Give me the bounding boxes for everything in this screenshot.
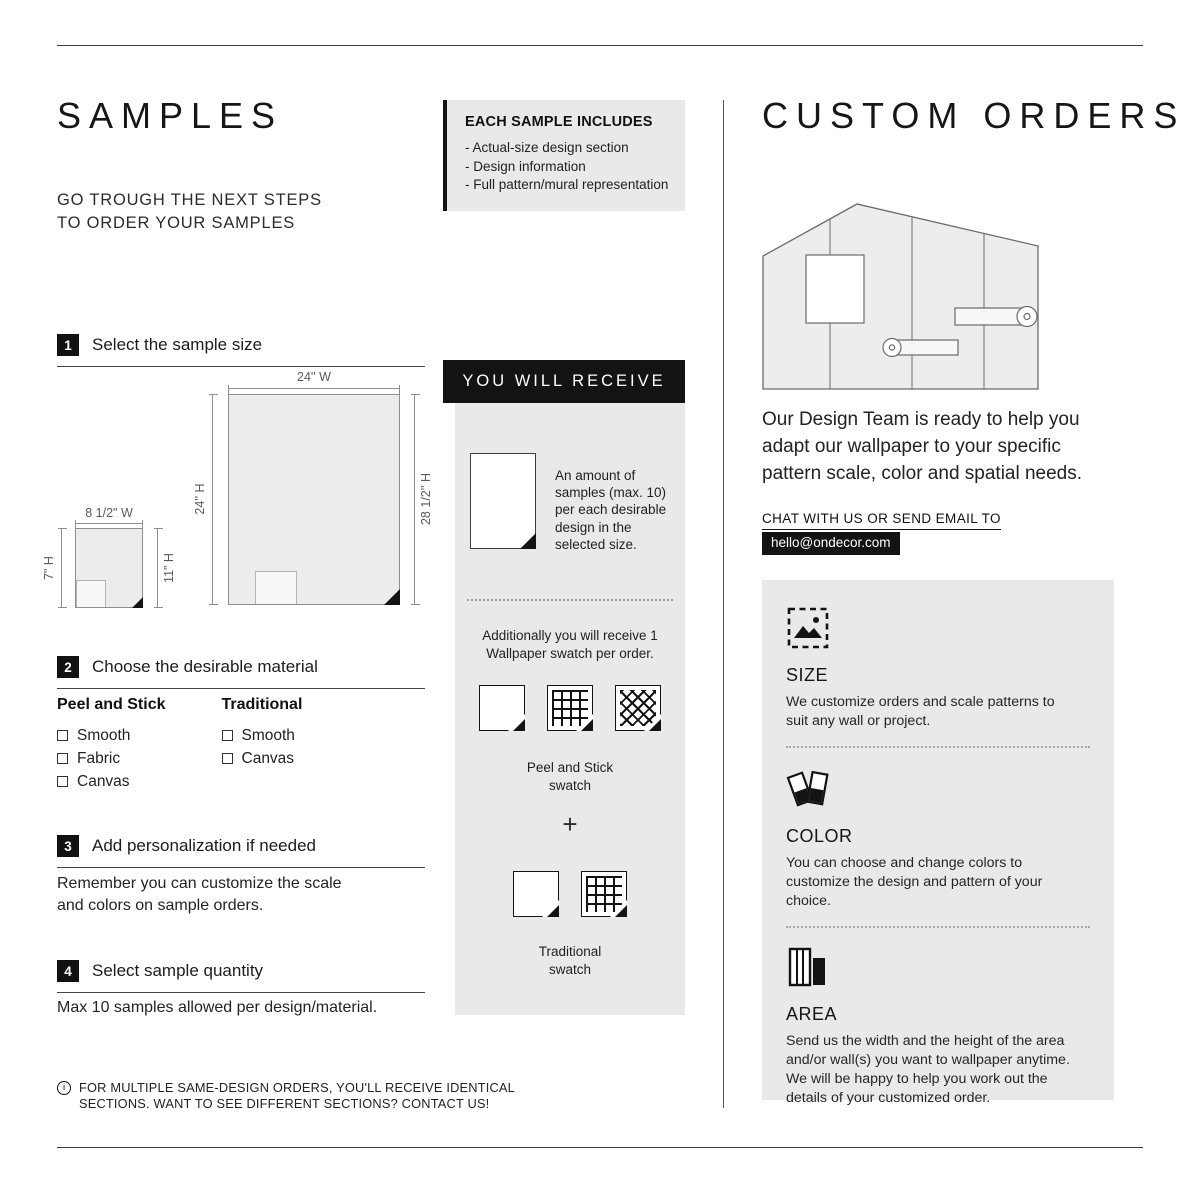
small-sample-width-dimension-line	[75, 523, 143, 524]
step-1-header	[57, 334, 425, 367]
large-sample-height-right-label: 28 1/2'' H	[419, 472, 433, 526]
grid-swatch-icon	[581, 871, 627, 917]
peel-option-canvas[interactable]	[57, 770, 166, 793]
wallpaper-install-illustration	[762, 198, 1040, 395]
contact-email-badge[interactable]: hello@ondecor.com	[762, 532, 900, 555]
info-icon: i	[57, 1081, 71, 1095]
samples-amount-text: An amount of samples (max. 10) per each desirable design in the selected size.	[555, 468, 667, 552]
dotted-divider	[786, 926, 1090, 928]
crosshatch-swatch-icon	[615, 685, 661, 731]
step-2-number-badge: 2	[57, 656, 79, 678]
image-size-icon	[786, 606, 830, 650]
step-3-header	[57, 835, 425, 868]
samples-title: SAMPLES	[57, 95, 284, 136]
step-3-label: Add personalization if needed	[92, 836, 316, 855]
samples-intro	[57, 189, 322, 235]
small-sample-height-left-dimension-line	[61, 528, 62, 608]
step-4-number-badge: 4	[57, 960, 79, 982]
large-sample-section-marker	[255, 571, 297, 604]
grid-swatch-icon	[547, 685, 593, 731]
small-sample-section-marker	[76, 580, 106, 607]
large-sample-height-left-dimension-line	[212, 394, 213, 605]
plus-sign: +	[562, 809, 578, 839]
large-sample-width-dimension-line	[228, 388, 400, 389]
step-2-header	[57, 656, 425, 689]
chat-with-us-label: CHAT WITH US OR SEND EMAIL TO	[762, 511, 1001, 530]
peel-and-stick-title: Peel and Stick	[57, 696, 166, 713]
additional-swatch-text: Additionally you will receive 1 Wallpaper swatch per order.	[482, 628, 658, 661]
peel-option-fabric-label: Fabric	[77, 749, 121, 767]
peel-option-smooth[interactable]	[57, 724, 166, 747]
footnote	[57, 1080, 535, 1111]
checkbox-icon[interactable]	[57, 753, 68, 764]
traditional-column	[222, 696, 303, 793]
includes-item: - Actual-size design section	[465, 139, 671, 158]
large-sample-height-right-dimension-line	[414, 394, 415, 605]
you-will-receive-panel	[455, 403, 685, 1015]
footnote-text: FOR MULTIPLE SAME-DESIGN ORDERS, YOU'LL RECEIVE IDENTICAL SECTIONS. WANT TO SEE DIFFERENT SECTIONS? CONTACT US!	[79, 1080, 515, 1111]
traditional-swatch-label	[455, 943, 685, 978]
peel-swatch-label-text: Peel and Stick swatch	[526, 760, 614, 793]
feature-area-text: Send us the width and the height of the area and/or wall(s) you want to wallpaper anytime. We will be happy to help you work out the details of your customized order.	[786, 1033, 1070, 1106]
small-sample-height-left-label: 7" H	[42, 556, 56, 580]
traditional-option-smooth-label: Smooth	[241, 726, 295, 744]
includes-title: EACH SAMPLE INCLUDES	[465, 114, 653, 130]
samples-intro-line1: GO TROUGH THE NEXT STEPS	[57, 191, 322, 209]
sample-sheet-icon	[470, 453, 536, 549]
large-sample-fold-corner	[384, 589, 400, 605]
each-sample-includes-box	[443, 100, 685, 211]
samples-intro-line2: TO ORDER YOUR SAMPLES	[57, 214, 296, 232]
feature-size-text: We customize orders and scale patterns to suit any wall or project.	[786, 694, 1055, 729]
checkbox-icon[interactable]	[222, 730, 233, 741]
traditional-swatch-row	[455, 871, 685, 917]
feature-color-name: COLOR	[786, 826, 853, 846]
fold-corner-icon	[649, 719, 661, 731]
large-sample-rectangle	[228, 394, 400, 605]
peel-option-smooth-label: Smooth	[77, 726, 131, 744]
feature-size-name: SIZE	[786, 665, 829, 685]
traditional-swatch-label-text: Traditional swatch	[538, 944, 602, 977]
blank-swatch-icon	[479, 685, 525, 731]
sheet-fold-corner	[520, 533, 536, 549]
step-1-number-badge: 1	[57, 334, 79, 356]
checkbox-icon[interactable]	[222, 753, 233, 764]
color-swatches-icon	[786, 765, 832, 811]
house-wall-illustration	[762, 198, 1040, 390]
step-1-label: Select the sample size	[92, 335, 263, 354]
fold-corner-icon	[615, 905, 627, 917]
checkbox-icon[interactable]	[57, 776, 68, 787]
step-4-label: Select sample quantity	[92, 961, 264, 980]
small-sample-height-right-dimension-line	[157, 528, 158, 608]
custom-features-panel	[762, 580, 1114, 1106]
fold-corner-icon	[513, 719, 525, 731]
custom-orders-intro: Our Design Team is ready to help you adapt our wallpaper to your specific pattern scale, color and spatial needs.	[762, 409, 1083, 484]
includes-item: - Design information	[465, 158, 671, 177]
traditional-option-canvas[interactable]	[222, 747, 303, 770]
peel-swatch-row	[455, 685, 685, 731]
fold-corner-icon	[581, 719, 593, 731]
top-rule	[57, 45, 1143, 46]
dotted-divider	[786, 746, 1090, 748]
feature-area-name: AREA	[786, 1004, 838, 1024]
feature-color-text: You can choose and change colors to customize the design and pattern of your choice.	[786, 855, 1043, 909]
peel-option-canvas-label: Canvas	[77, 772, 130, 790]
step-3-number-badge: 3	[57, 835, 79, 857]
personalization-note: Remember you can customize the scale and colors on sample orders.	[57, 875, 342, 914]
quantity-note: Max 10 samples allowed per design/material.	[57, 999, 378, 1016]
blank-swatch-icon	[513, 871, 559, 917]
column-divider	[723, 100, 724, 1108]
includes-item: - Full pattern/mural representation	[465, 176, 671, 195]
wall-area-icon	[786, 945, 830, 989]
small-sample-rectangle	[75, 528, 143, 608]
peel-and-stick-column	[57, 696, 166, 793]
bottom-rule	[57, 1147, 1143, 1148]
small-sample-width-label: 8 1/2" W	[85, 506, 133, 520]
step-2-label: Choose the desirable material	[92, 657, 318, 676]
material-options	[57, 696, 302, 793]
peel-option-fabric[interactable]	[57, 747, 166, 770]
you-will-receive-header: YOU WILL RECEIVE	[443, 360, 685, 403]
traditional-title: Traditional	[221, 696, 303, 713]
small-sample-height-right-label: 11" H	[162, 553, 176, 583]
peel-swatch-label	[455, 759, 685, 794]
traditional-option-smooth[interactable]	[222, 724, 303, 747]
step-4-header	[57, 960, 425, 993]
small-sample-fold-corner	[132, 597, 143, 608]
checkbox-icon[interactable]	[57, 730, 68, 741]
large-sample-width-label: 24'' W	[297, 370, 331, 384]
large-sample-height-left-label: 24'' H	[193, 483, 207, 515]
dotted-divider	[467, 599, 673, 601]
fold-corner-icon	[547, 905, 559, 917]
custom-orders-title: CUSTOM ORDERS	[762, 95, 1186, 136]
traditional-option-canvas-label: Canvas	[241, 749, 295, 767]
